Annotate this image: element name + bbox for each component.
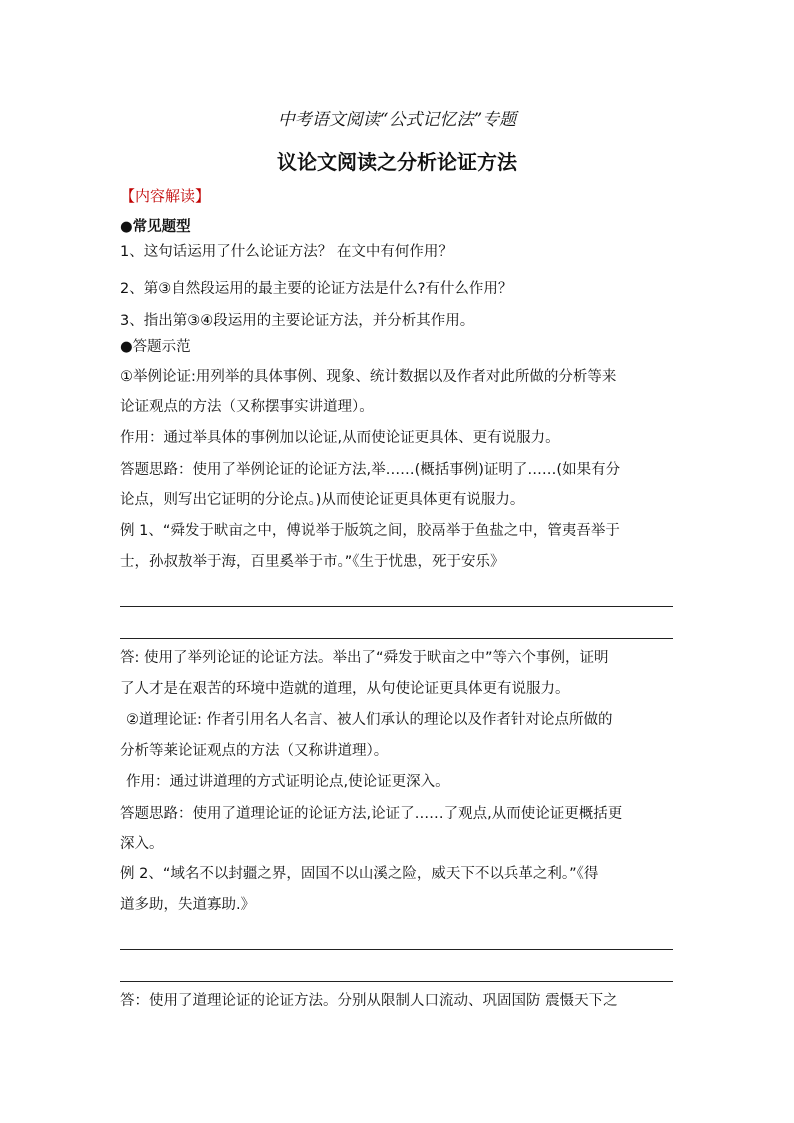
example-argument-effect: 作用：通过举具体的事例加以论证,从而使论证更具体、更有说服力。 (120, 430, 560, 446)
page-title: 议论文阅读之分析论证方法 (277, 150, 517, 174)
example-2-answer-1: 答：使用了道理论证的论证方法。分别从限制人口流动、巩固国防 震慑天下之 (120, 993, 618, 1009)
question-2: 2、第③自然段运用的最主要的论证方法是什么?有什么作用？ (120, 281, 513, 297)
answer-line (120, 981, 673, 982)
reason-argument-tip-2: 深入。 (120, 836, 164, 852)
reason-argument-effect: 作用：通过讲道理的方式证明论点,使论证更深入。 (126, 774, 450, 790)
answer-line (120, 606, 673, 607)
section-tag: 【内容解读】 (120, 187, 211, 205)
example-1-line-2: 士，孙叔敖举于海，百里奚举于市。”《生于忧患，死于安乐》 (120, 554, 505, 570)
example-argument-tip-1: 答题思路：使用了举例论证的论证方法,举……(概括事例)证明了……(如果有分 (120, 462, 621, 478)
reason-argument-tip-1: 答题思路：使用了道理论证的论证方法,论证了……了观点,从而使论证更概括更 (120, 806, 623, 822)
example-2-line-2: 道多助，失道寡助.》 (120, 897, 256, 913)
example-1-answer-2: 了人才是在艰苦的环境中造就的道理，从句使论证更具体更有说服力。 (120, 681, 570, 697)
common-types-heading: ●常见题型 (120, 219, 191, 235)
question-3: 3、指出第③④段运用的主要论证方法，并分析其作用。 (120, 313, 475, 329)
page-subtitle: 中考语文阅读“公式记忆法”专题 (277, 110, 517, 130)
answer-line (120, 638, 673, 639)
example-1-answer-1: 答: 使用了举列论证的论证方法。举出了“舜发于畎亩之中”等六个事例，证明 (120, 650, 609, 666)
reason-argument-definition-2: 分析等莱论证观点的方法（又称讲道理）。 (120, 743, 389, 759)
example-2-line-1: 例 2、“域名不以封疆之界，固国不以山溪之险，威天下不以兵革之利。”《得 (120, 866, 599, 882)
question-1: 1、这句话运用了什么论证方法？ 在文中有何作用？ (120, 244, 453, 260)
example-1-line-1: 例 1、“舜发于畎亩之中，傅说举于版筑之间，胶鬲举于鱼盐之中，管夷吾举于 (120, 523, 620, 539)
example-argument-definition-1: ①举例论证:用列举的具体事例、现象、统计数据以及作者对此所做的分析等来 (120, 369, 617, 385)
example-argument-definition-2: 论证观点的方法（又称摆事实讲道理）。 (120, 399, 374, 415)
answer-demo-heading: ●答题示范 (120, 339, 191, 355)
answer-line (120, 949, 673, 950)
example-argument-tip-2: 论点，则写出它证明的分论点。)从而使论证更具体更有说服力。 (120, 492, 525, 508)
reason-argument-definition-1: ②道理论证: 作者引用名人名言、被人们承认的理论以及作者针对论点所做的 (126, 712, 613, 728)
